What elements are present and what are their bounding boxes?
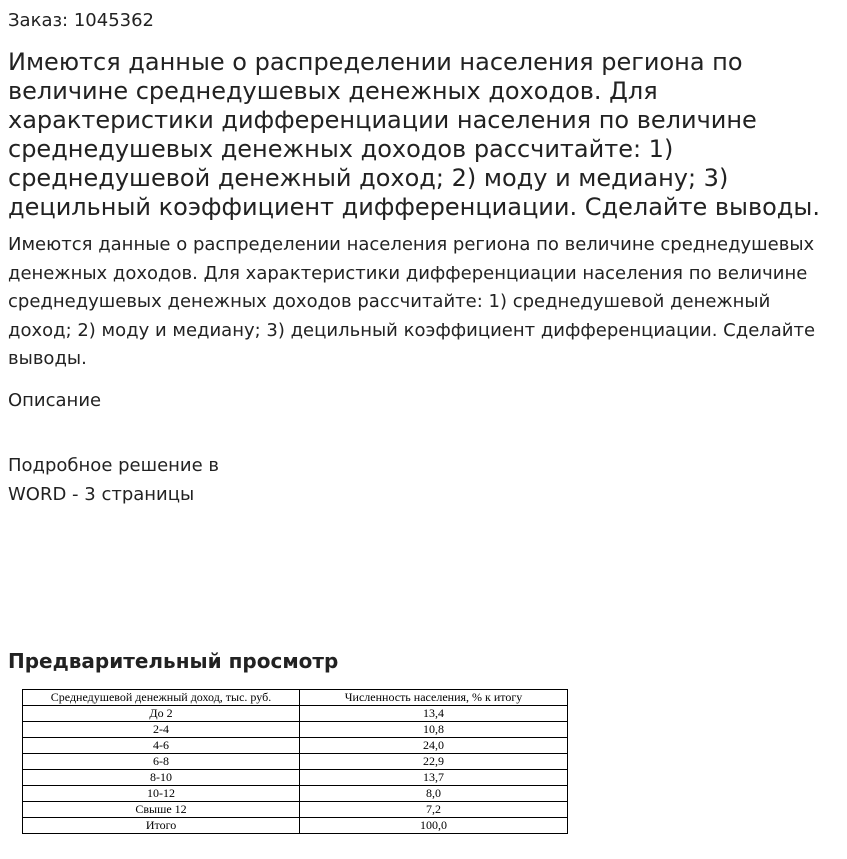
table-row [23,722,568,738]
description-heading: Описание [8,390,102,411]
order-label: Заказ: [8,10,69,31]
table-cell-share: 22,9 [300,754,568,770]
description-line-2: WORD - 3 страницы [8,484,195,505]
table-cell-share: 24,0 [300,738,568,754]
table-total-row [23,818,568,834]
table-cell-share: 8,0 [300,786,568,802]
order-number: 1045362 [73,10,155,31]
table-cell-income: 10-12 [23,786,300,802]
order-number-line [8,10,154,32]
table-row [23,754,568,770]
table-header-income: Среднедушевой денежный доход, тыс. руб. [23,690,300,706]
table-cell-income: 4-6 [23,738,300,754]
preview-table [22,689,568,834]
table-header-population: Численность населения, % к итогу [300,690,568,706]
description-line-1: Подробное решение в [8,455,220,476]
table-cell-income: 2-4 [23,722,300,738]
task-headline: Имеются данные о распределении населения региона по величине среднедушевых денежных доходов. Для характеристики дифференциации населения по величине среднедушевых денежных доходов рассчитайте: 1) среднедушевой денежный доход; 2) моду и медиану; 3) децильный коэффициент дифференциации. Сделайте выводы. [8,48,820,221]
description-text [8,451,308,509]
table-cell-income: Свыше 12 [23,802,300,818]
table-cell-income: 6-8 [23,754,300,770]
table-cell-share: 13,7 [300,770,568,786]
table-header-row [23,690,568,706]
task-body-text: Имеются данные о распределении населения региона по величине среднедушевых денежных доходов. Для характеристики дифференциации населения по величине среднедушевых денежных доходов рассчитайте: 1) среднедушевой денежный доход; 2) моду и медиану; 3) децильный коэффициент дифференциации. Сделайте выводы. [8,234,816,370]
table-cell-share: 7,2 [300,802,568,818]
table-cell-share: 13,4 [300,706,568,722]
table-cell-income: До 2 [23,706,300,722]
table-row [23,706,568,722]
table-cell-income: 8-10 [23,770,300,786]
preview-title: Предварительный просмотр [8,649,339,673]
table-cell-share: 10,8 [300,722,568,738]
table-row [23,770,568,786]
table-row [23,802,568,818]
table-row [23,786,568,802]
table-row [23,738,568,754]
table-cell-share: 100,0 [300,818,568,834]
table-cell-income: Итого [23,818,300,834]
